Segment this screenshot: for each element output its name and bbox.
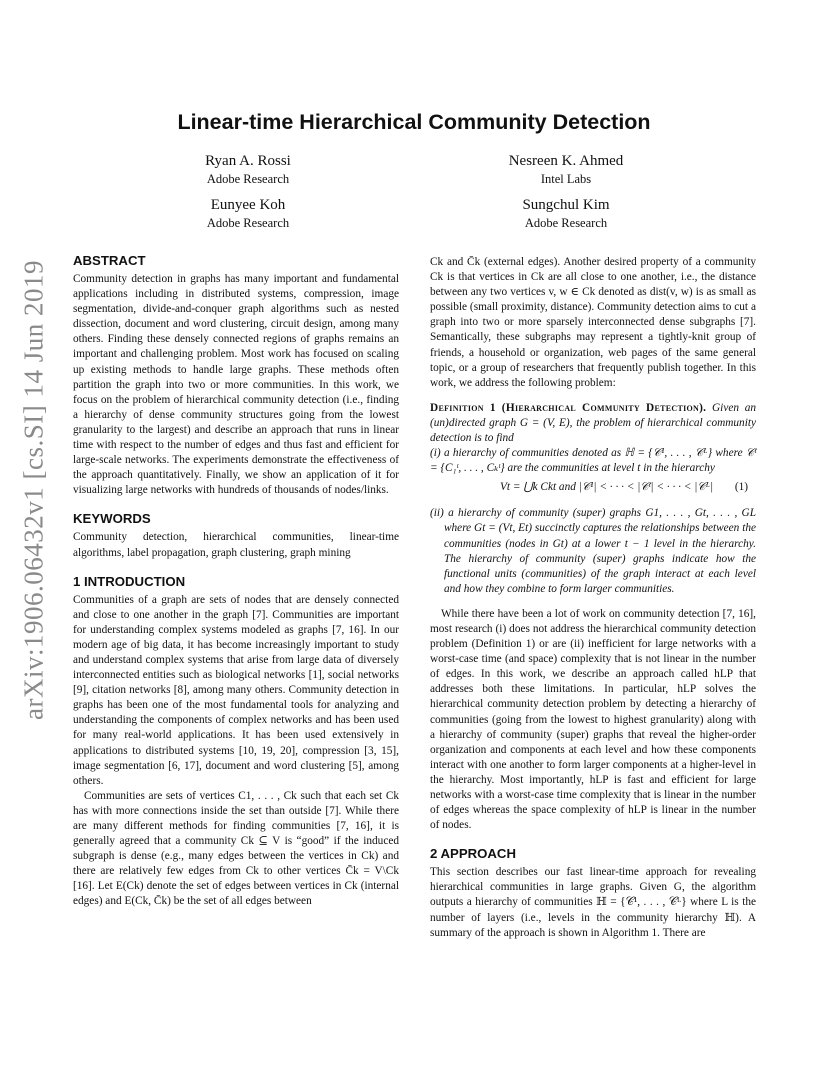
author-affiliation: Adobe Research [524, 216, 608, 230]
author-3 [138, 196, 358, 231]
author-name: Eunyee Koh [210, 197, 286, 213]
definition-1 [430, 401, 756, 446]
right-paragraph-1: Ck and C̄k (external edges). Another desired property of a community Ck is that vertices in Ck are all close to one another, i.e., the distance between any two vertices v, w ∈ Ck denoted as dist(v, w) is as small as possible (small proximity, distance). Community detection aims to cut a graph into two or more sparsely interconnected dense subgraphs [7]. Semantically, these subgraphs may represent a tightly-knit group of friends, a household or organization, web pages of the same general topic, or a group of researchers that frequently publish together. In this work, we address the following problem: [430, 256, 756, 389]
intro-heading: 1 INTRODUCTION [73, 573, 186, 589]
equation-body: Vt = ⋃k Ckt and |𝒞¹| < · · · < |𝒞ᵗ| < · · · < |𝒞ᴸ| [500, 481, 714, 494]
author-affiliation: Intel Labs [540, 172, 592, 186]
author-name: Ryan A. Rossi [205, 153, 291, 169]
author-name: Nesreen K. Ahmed [508, 153, 624, 169]
author-name: Sungchul Kim [522, 197, 610, 213]
equation-1 [430, 476, 756, 506]
approach-heading: 2 APPROACH [430, 846, 516, 862]
abstract-heading: ABSTRACT [73, 253, 146, 268]
equation-number: (1) [734, 481, 748, 494]
right-paragraph-2: While there have been a lot of work on community detection [7, 16], most research (i) does not address the hierarchical community detection problem (Definition 1) or are (ii) inefficient for large networks with a worst-case time (and space) complexity that is not linear in the number of edges. In this work, we describe an approach called hLP that addresses both these limitations. In particular, hLP solves the hierarchical community detection problem by detecting a hierarchy of communities (going from the lowest to highest granularity) along with a hierarchy of community (super) graphs that reveal the higher-order organization and components at each level and how these components interact with one another to form larger components at a higher-level in the hierarchy. Most importantly, hLP is fast and efficient for large networks with a worst-case time complexity that is linear in the number of edges whereas the space complexity of hLP is linear in the number of nodes. [430, 607, 756, 832]
left-column [73, 252, 399, 910]
author-4 [456, 196, 676, 231]
intro-paragraph-1: Communities of a graph are sets of nodes that are densely connected and close to one another in the graph [7]. Communities are important for understanding complex systems modeled as graphs [7, 16]. In our modern age of big data, it has become increasingly important to study and understand complex systems that arise from large data of diversely interconnected entities such as biological networks [1], social networks [9], citation networks [8], among many others. Community detection in graphs has been one of the most fundamental tools for analyzing and understanding the components of complex networks and has been used for many real-world applications. It has been used extensively in applications to distributed systems [10, 19, 20], compression [3, 15], image segmentation [6, 17], document and word clustering [5], among others. [73, 593, 399, 787]
keywords-text: Community detection, hierarchical communities, linear-time algorithms, label propagation, graph clustering, graph mining [73, 531, 399, 559]
definition-text: Given an (un)directed graph G = (V, E), the problem of hierarchical community detection is to find [430, 401, 756, 445]
arxiv-stamp: arXiv:1906.06432v1 [cs.SI] 14 Jun 2019 [18, 260, 49, 720]
abstract-text: Community detection in graphs has many important and fundamental applications including in distributed systems, compression, image segmentation, divide-and-conquer graph algorithms such as nested dissection, document and word clustering, circuit design, among many others. Finding these densely connected regions of graphs remains an important and challenging problem. Most work has focused on scaling up existing methods to handle large graphs. These methods often partition the graph into two or more communities. In this work, we focus on the problem of hierarchical community detection (i.e., finding a hierarchy of dense community structures going from the lowest granularity to the largest) and describe an approach that runs in linear time with respect to the number of edges and thus fast and efficient for large-scale networks. The experiments demonstrate the effectiveness of the approach quantitatively. Finally, we show an application of it for visualizing large networks with hundreds of thousands of nodes/links. [73, 273, 399, 497]
keywords-heading: KEYWORDS [73, 511, 151, 527]
intro-paragraph-2: Communities are sets of vertices C1, . . . , Ck such that each set Ck has with more connections inside the set than outside [7]. While there are many different methods for finding communities [7, 16], it is generally agreed that a community Ck ⊆ V is “good” if the induced subgraph is dense (e.g., many edges between the vertices in Ck) and there are relatively few edges from Ck to other vertices C̄k = V\Ck [16]. Let E(Ck) denote the set of edges between vertices in Ck (internal edges) and E(Ck, C̄k) be the set of all edges between [73, 789, 399, 908]
right-column [430, 255, 756, 941]
author-affiliation: Adobe Research [206, 216, 290, 230]
definition-item-ii: (ii) a hierarchy of community (super) graphs G1, . . . , Gt, . . . , GL where Gt = (Vt, Et) succinctly captures the relationships between the communities (nodes in Gt) at a lower t − 1 level in the hierarchy. The hierarchy of community (super) graphs indicate how the functional units (communities) of the graph interact at each level and how they combine to form larger communities. [430, 507, 756, 595]
paper-title: Linear-time Hierarchical Community Detection [177, 110, 651, 134]
author-1 [138, 152, 358, 187]
author-affiliation: Adobe Research [206, 172, 290, 186]
definition-item-i: (i) a hierarchy of communities denoted as ℍ = {𝒞¹, . . . , 𝒞ᴸ} where 𝒞ᵗ = {C₁ᵗ, . . . , Cₖᵗ} are the communities at level t in the hierarchy [430, 447, 756, 475]
author-2 [456, 152, 676, 187]
definition-heading: Definition 1 (Hierarchical Community Detection). [430, 401, 707, 414]
approach-paragraph: This section describes our fast linear-time approach for revealing hierarchical communities in large graphs. Given G, the algorithm outputs a hierarchy of communities ℍ = {𝒞¹, . . . , 𝒞ᴸ} where L is the number of layers (i.e., levels in the community hierarchy ℍ). A summary of the approach is shown in Algorithm 1. There are [430, 866, 756, 939]
